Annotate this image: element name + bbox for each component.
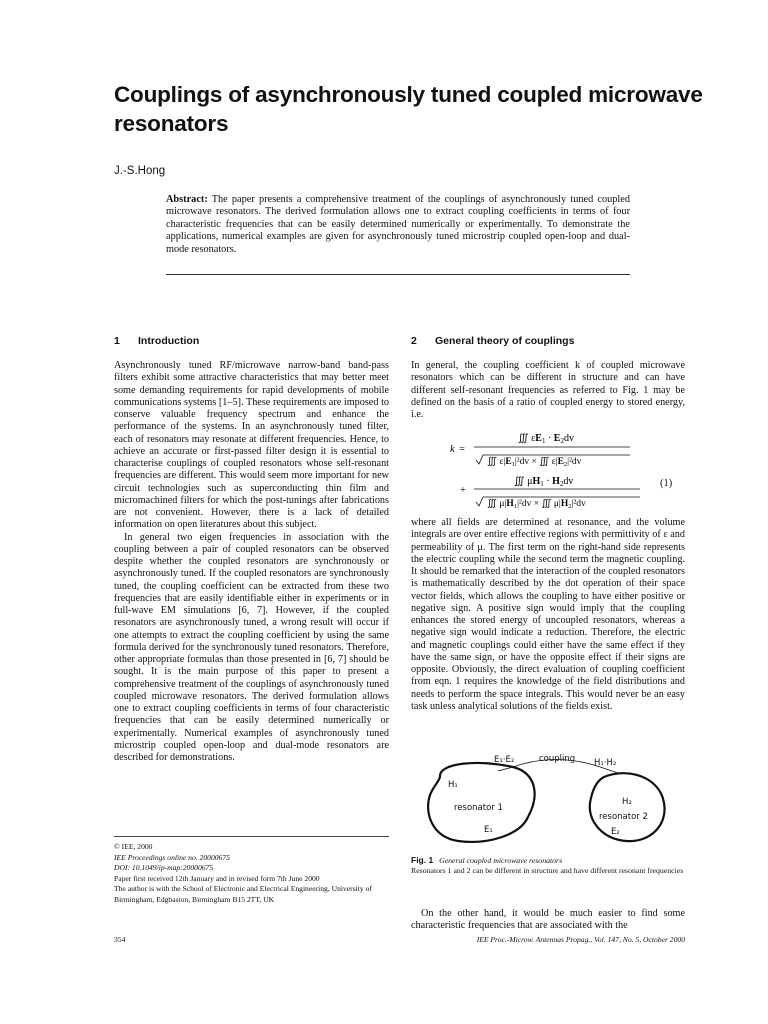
label-e1: E₁ (484, 825, 493, 835)
figure-1 (418, 755, 668, 847)
figure-label: Fig. 1 (411, 855, 434, 865)
footnote-rule (114, 836, 389, 837)
equation-graphic (450, 428, 690, 510)
section-number: 2 (411, 335, 417, 347)
right-column-closing: On the other hand, it would be much easier to find some characteristic frequencies that are associated with the (411, 908, 685, 932)
paragraph: In general two eigen frequencies in association with the coupling between a pair of coupled resonators can be observed despite whether the coupled resonators are synchronously or asynchronously tuned. If the coupled resonators are synchronously tuned, the coupling coefficient can be extracted from these two frequencies that are easily identifiable either in experiments or in full-wave EM simulations [6, 7]. However, if the coupled resonators are asynchronously tuned, a wrong result will occur if one attempts to extract the coupling coefficient by using the same formula derived for the synchronously tuned resonators. Therefore, other appropriate formulas than those presented in [6, 7] should be sought. It is the main purpose of this paper to present a comprehensive treatment of the couplings of asynchronously tuned coupled microwave resonators. The derived formulation allows one to extract coupling coefficients in terms of four characteristic frequencies that can be easily determined numerically or experimentally. Numerical examples of asynchronously tuned microstrip coupled open-loop and dual-mode resonators are described for demonstrations. (114, 531, 389, 763)
label-e2: E₂ (611, 827, 620, 837)
equation-1 (450, 428, 690, 510)
label-resonator-1: resonator 1 (454, 803, 503, 813)
author-line: J.-S.Hong (114, 165, 166, 177)
label-resonator-2: resonator 2 (599, 812, 648, 822)
doi-note: DOI: 10.1049/ip-map:20000675 (114, 863, 214, 873)
figure-caption-text: Resonators 1 and 2 can be different in structure and have different resonant frequencies (411, 865, 684, 875)
online-note: IEE Proceedings online no. 20000675 (114, 852, 230, 862)
section-title: Introduction (138, 335, 200, 347)
journal-reference: IEE Proc.-Microw. Antennas Propag., Vol. 147, No. 5, October 2000 (476, 935, 685, 944)
label-coupling: coupling (539, 754, 576, 764)
svg-text:∭ μ|H1|²dv × ∭ μ|H2|²dv: ∭ $\mu|H_1|^2dv$ × ∭ $\mu|H_2|^2dv$ (487, 499, 586, 510)
svg-text:∭ ε|E1|²dv × ∭ ε|E2|²dv: ∭ $\varepsilon|E_1|^2dv$ × ∭ $\varepsilon|E_2|^2dv$ (487, 457, 582, 468)
abstract-rule (166, 274, 630, 275)
svg-text:+: + (460, 485, 466, 496)
right-column-intro: In general, the coupling coefficient k of coupled microwave resonators which can be different in structure and can have different self-resonant frequencies as referred to Fig. 1 may be defined on the basis of a ratio of coupled energy to stored energy, i.e. (411, 360, 685, 420)
abstract-text: The paper presents a comprehensive treatment of the couplings of asynchronously tuned coupled microwave resonators. The derived formulation allows one to extract coupling coefficients in terms of four characteristic frequencies that can be easily determined numerically or experimentally. To demonstrate the applications, numerical examples are given for asynchronously tuned microstrip coupled open-loop and dual-mode resonators. (166, 194, 630, 255)
section-heading-general-theory (411, 335, 574, 347)
abstract-label: Abstract: (166, 194, 208, 205)
footnotes (114, 842, 389, 906)
affiliation-note: The author is with the School of Electronic and Electrical Engineering, University of Birmingham, Edgbaston, Birmingham B15 2TT, UK (114, 884, 372, 904)
received-note: Paper first received 12th January and in revised form 7th June 2000 (114, 873, 320, 883)
svg-text:=: = (459, 444, 465, 455)
right-column-body: where all fields are determined at resonance, and the volume integrals are over entire effective regions with permittivity of ε and permeability of μ. The first term on the right-hand side represents the electric coupling while the second term the magnetic coupling. It should be remarked that the interaction of the coupled resonators is mathematically described by the dot operation of their space vector fields, which allows the coupling to have either positive or negative sign. A positive sign would imply that the coupling enhances the stored energy of uncoupled resonators, whereas a negative sign would indicate a reduction. Therefore, the electric and magnetic couplings could either have the same effect if they have the same sign, or have the opposite effect if their signs are opposite. Obviously, the direct evaluation of coupling coefficient from eqn. 1 requires the knowledge of the field distributions and needs to perform the space integrals. This would never be an easy task unless analytical solutions of the fields exist. (411, 517, 685, 712)
copyright-note: © IEE, 2000 (114, 842, 153, 851)
equation-number: (1) (660, 478, 673, 489)
label-h1: H₁ (448, 780, 458, 790)
left-column (114, 360, 389, 764)
resonator-2-shape (590, 773, 665, 841)
label-e1e2: E₁·E₂ (494, 755, 515, 765)
page-number: 354 (114, 935, 126, 944)
svg-text:∭ εE1 · E2dv: ∭ $\varepsilon E_1 \cdot E_2dv$ (518, 433, 574, 445)
label-h2: H₂ (622, 797, 632, 807)
section-heading-introduction (114, 335, 199, 347)
abstract (166, 194, 630, 256)
paper-title: Couplings of asynchronously tuned coupled microwave resonators (114, 82, 703, 136)
svg-text:k: k (450, 444, 455, 455)
section-title: General theory of couplings (435, 335, 575, 347)
figure-caption (411, 856, 686, 875)
section-number: 1 (114, 335, 120, 347)
paragraph: Asynchronously tuned RF/microwave narrow-band band-pass filters exhibit some attractive characteristics that may better meet some demanding requirements for rapid developments of mobile communications systems [1–5]. These requirements are imposed to conserve valuable frequency spectrum and enhance the performance of the systems. In an asynchronously tuned filter, each of resonators may resonate at different frequencies. Hence, to achieve an accurate or first-passed filter design it is essential to characterise couplings of coupled resonators whose self-resonant frequencies are different. This would seem more important for new circuit technologies such as superconducting thin film and micromachined filters for which the post-tunings after fabrications are not convenient. However, there is a lack of detailed information on open literatures about this subject. (114, 360, 389, 531)
label-h1h2: H₁·H₂ (594, 758, 617, 768)
svg-text:∭ μH1 · H2dv: ∭ $\mu H_1 \cdot H_2dv$ (514, 476, 574, 488)
figure-title: General coupled microwave resonators (439, 856, 563, 865)
